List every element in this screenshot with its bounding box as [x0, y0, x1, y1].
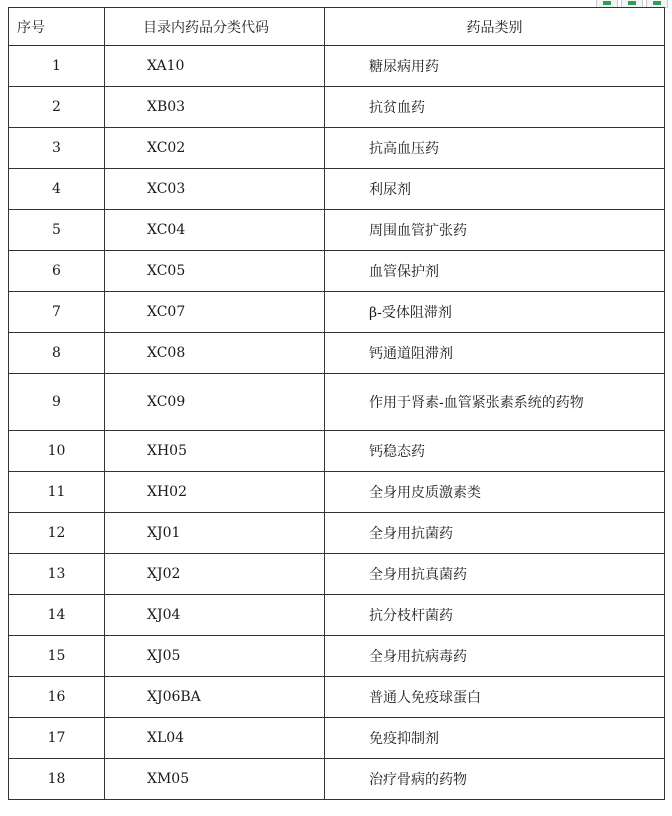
drug-category-cell: 免疫抑制剂 — [325, 718, 665, 759]
drug-category-cell: 抗高血压药 — [325, 128, 665, 169]
category-code-cell: XB03 — [105, 87, 325, 128]
drug-category-table — [8, 7, 665, 800]
drug-category-cell: 抗贫血药 — [325, 87, 665, 128]
serial-number-cell: 1 — [9, 46, 105, 87]
drug-category-cell: 全身用抗真菌药 — [325, 554, 665, 595]
drug-category-cell: 周围血管扩张药 — [325, 210, 665, 251]
category-code-cell: XJ06BA — [105, 677, 325, 718]
drug-category-cell: 钙稳态药 — [325, 431, 665, 472]
serial-number-cell: 11 — [9, 472, 105, 513]
drug-category-table-container — [8, 7, 664, 800]
serial-number-cell: 5 — [9, 210, 105, 251]
table-row — [9, 513, 665, 554]
table-header-row — [9, 8, 665, 46]
category-code-cell: XC05 — [105, 251, 325, 292]
drug-category-cell: 作用于肾素-血管紧张素系统的药物 — [325, 374, 665, 431]
serial-number-cell: 8 — [9, 333, 105, 374]
table-body — [9, 46, 665, 800]
drug-category-cell: 全身用抗菌药 — [325, 513, 665, 554]
serial-number-cell: 3 — [9, 128, 105, 169]
corner-toolbar-fragment — [596, 0, 668, 7]
serial-number-cell: 10 — [9, 431, 105, 472]
category-code-cell: XJ02 — [105, 554, 325, 595]
category-code-cell: XJ04 — [105, 595, 325, 636]
table-row — [9, 554, 665, 595]
table-row — [9, 718, 665, 759]
serial-number-cell: 18 — [9, 759, 105, 800]
table-row — [9, 759, 665, 800]
category-code-cell: XJ05 — [105, 636, 325, 677]
table-row — [9, 472, 665, 513]
serial-number-cell: 17 — [9, 718, 105, 759]
category-code-cell: XJ01 — [105, 513, 325, 554]
drug-category-cell: β-受体阻滞剂 — [325, 292, 665, 333]
drug-category-cell: 利尿剂 — [325, 169, 665, 210]
drug-category-cell: 钙通道阻滞剂 — [325, 333, 665, 374]
drug-category-cell: 糖尿病用药 — [325, 46, 665, 87]
table-row — [9, 333, 665, 374]
category-code-cell: XC03 — [105, 169, 325, 210]
table-row — [9, 87, 665, 128]
category-code-cell: XC09 — [105, 374, 325, 431]
serial-number-cell: 15 — [9, 636, 105, 677]
category-code-cell: XC08 — [105, 333, 325, 374]
header-category-code: 目录内药品分类代码 — [105, 8, 325, 46]
header-serial-number: 序号 — [9, 8, 105, 46]
serial-number-cell: 7 — [9, 292, 105, 333]
drug-category-cell: 抗分枝杆菌药 — [325, 595, 665, 636]
table-row — [9, 595, 665, 636]
category-code-cell: XL04 — [105, 718, 325, 759]
header-drug-category: 药品类别 — [325, 8, 665, 46]
category-code-cell: XC07 — [105, 292, 325, 333]
table-row — [9, 636, 665, 677]
serial-number-cell: 2 — [9, 87, 105, 128]
category-code-cell: XA10 — [105, 46, 325, 87]
drug-category-cell: 全身用皮质激素类 — [325, 472, 665, 513]
drug-category-cell: 血管保护剂 — [325, 251, 665, 292]
serial-number-cell: 12 — [9, 513, 105, 554]
table-row — [9, 431, 665, 472]
table-row — [9, 292, 665, 333]
table-row — [9, 128, 665, 169]
drug-category-cell: 普通人免疫球蛋白 — [325, 677, 665, 718]
serial-number-cell: 16 — [9, 677, 105, 718]
category-code-cell: XM05 — [105, 759, 325, 800]
table-row — [9, 677, 665, 718]
table-row — [9, 251, 665, 292]
category-code-cell: XH02 — [105, 472, 325, 513]
table-row — [9, 210, 665, 251]
serial-number-cell: 6 — [9, 251, 105, 292]
serial-number-cell: 9 — [9, 374, 105, 431]
table-row — [9, 46, 665, 87]
drug-category-cell: 治疗骨病的药物 — [325, 759, 665, 800]
category-code-cell: XC02 — [105, 128, 325, 169]
table-row — [9, 169, 665, 210]
drug-category-cell: 全身用抗病毒药 — [325, 636, 665, 677]
serial-number-cell: 13 — [9, 554, 105, 595]
category-code-cell: XC04 — [105, 210, 325, 251]
serial-number-cell: 14 — [9, 595, 105, 636]
table-row — [9, 374, 665, 431]
category-code-cell: XH05 — [105, 431, 325, 472]
serial-number-cell: 4 — [9, 169, 105, 210]
